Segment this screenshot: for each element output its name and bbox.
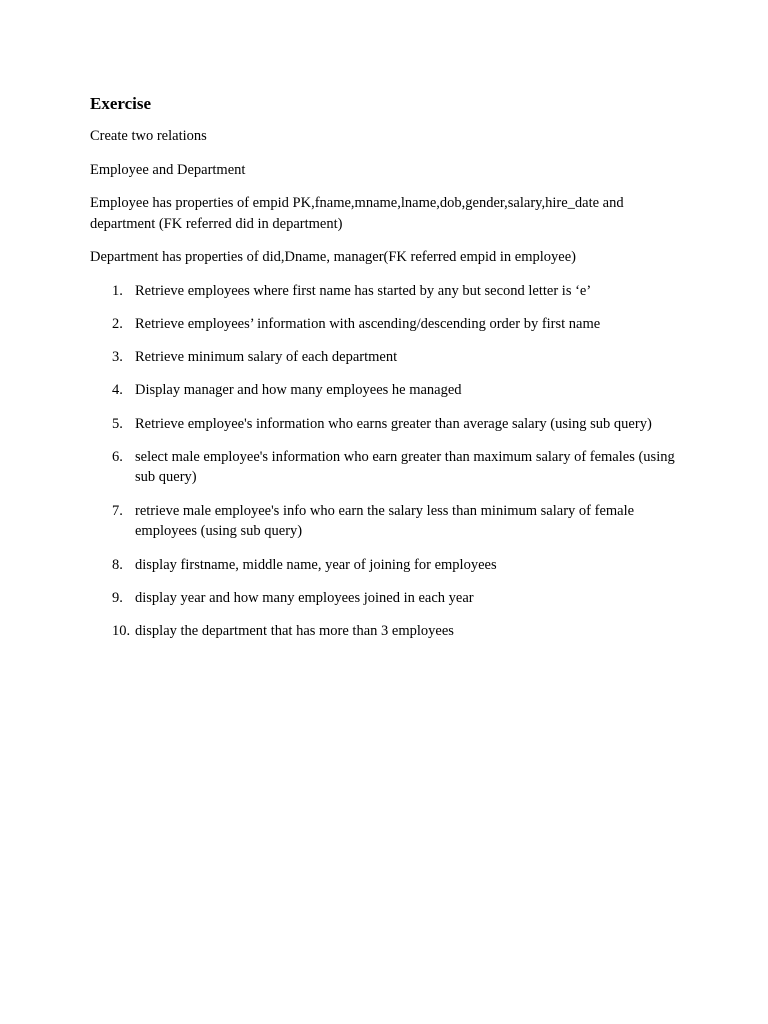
list-item-text: retrieve male employee's info who earn the salary less than minimum salary of female employees (using sub query)	[135, 502, 635, 540]
list-item	[90, 281, 690, 302]
list-item	[90, 380, 690, 401]
list-item-number: 3.	[112, 349, 123, 366]
list-item-number: 4.	[112, 382, 123, 399]
list-item-text: display the department that has more than 3 employees	[135, 623, 454, 640]
intro-paragraph: Create two relations	[90, 128, 207, 144]
list-item-number: 5.	[112, 415, 123, 432]
list-item-text: display year and how many employees joined in each year	[135, 589, 474, 606]
department-definition-paragraph: Department has properties of did,Dname, manager(FK referred empid in employee)	[90, 249, 576, 265]
list-item-number: 6.	[112, 448, 123, 465]
list-item-text: select male employee's information who earn greater than maximum salary of females (using sub query)	[135, 448, 675, 486]
list-item-number: 8.	[112, 556, 123, 573]
relations-paragraph: Employee and Department	[90, 161, 246, 178]
list-item-text: display firstname, middle name, year of joining for employees	[135, 556, 497, 573]
document-content	[90, 93, 690, 654]
employee-definition-paragraph: Employee has properties of empid PK,fname,mname,lname,dob,gender,salary,hire_date and department (FK referred did in department)	[90, 195, 624, 232]
list-item-text: Retrieve employee's information who earns greater than average salary (using sub query)	[135, 415, 652, 432]
list-item-number: 9.	[112, 589, 123, 606]
list-item	[90, 414, 690, 435]
list-item	[90, 347, 690, 368]
list-item-text: Display manager and how many employees he managed	[135, 382, 462, 399]
list-item	[90, 501, 690, 542]
list-item-number: 7.	[112, 502, 123, 519]
list-item	[90, 447, 690, 488]
exercise-list	[90, 281, 690, 642]
list-item-number: 10.	[112, 623, 131, 640]
list-item-text: Retrieve employees where first name has started by any but second letter is ‘e’	[135, 282, 592, 299]
list-item-text: Retrieve employees’ information with ascending/descending order by first name	[135, 315, 601, 332]
list-item-number: 1.	[112, 282, 123, 299]
list-item-number: 2.	[112, 315, 123, 332]
list-item	[90, 621, 690, 642]
list-item	[90, 314, 690, 335]
list-item	[90, 588, 690, 609]
list-item	[90, 555, 690, 576]
list-item-text: Retrieve minimum salary of each department	[135, 349, 398, 366]
document-title: Exercise	[90, 94, 152, 113]
